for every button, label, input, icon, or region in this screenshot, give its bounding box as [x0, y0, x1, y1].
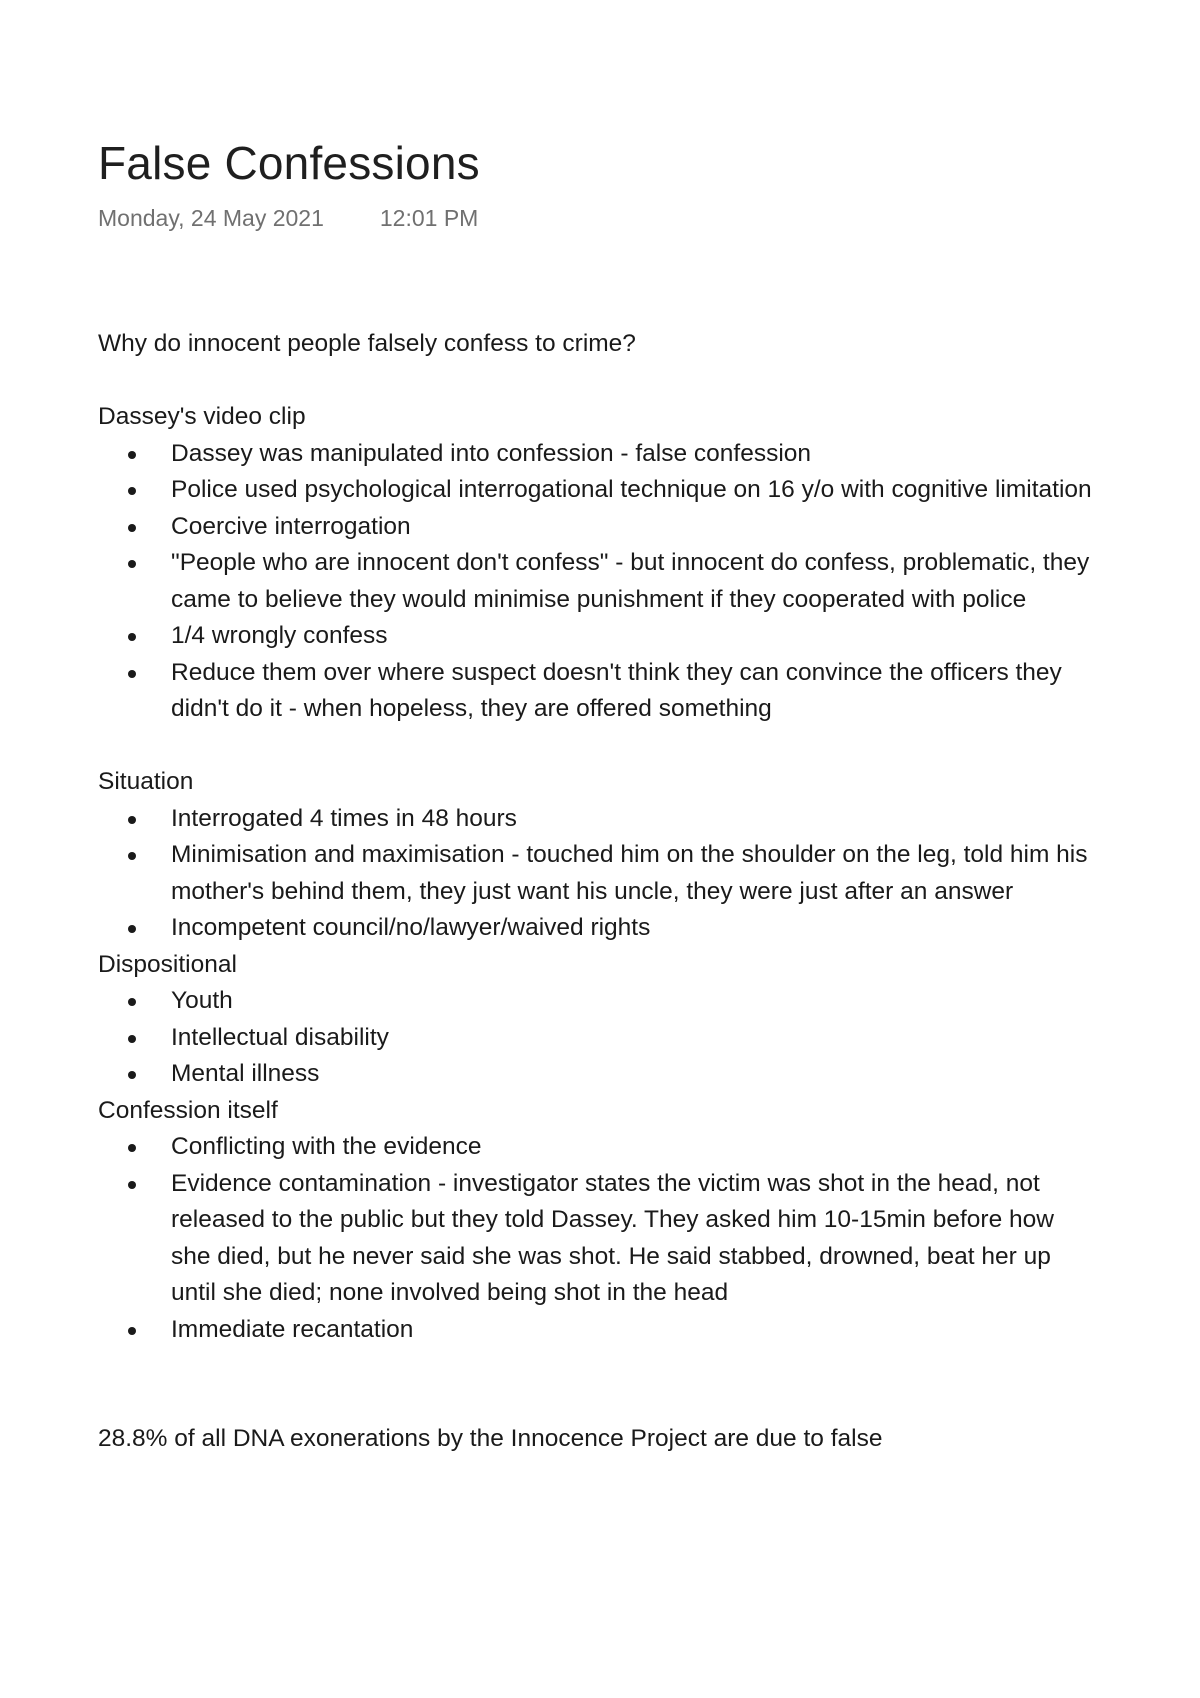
- section-heading-situation: Situation: [98, 768, 194, 795]
- list-item: Minimisation and maximisation - touched him on the shoulder on the leg, told him his mother's behind them, they just want his uncle, they were just after an answer: [98, 837, 1098, 910]
- list-item: Interrogated 4 times in 48 hours: [98, 801, 1098, 838]
- dispositional-list: [98, 983, 1098, 1093]
- list-item: Incompetent council/no/lawyer/waived rights: [98, 910, 1098, 947]
- list-item: Evidence contamination - investigator states the victim was shot in the head, not released to the public but they told Dassey. They asked him 10-15min before how she died, but he never said she was shot. He said stabbed, drowned, beat her up until she died; none involved being shot in the head: [98, 1166, 1098, 1312]
- bullet-icon: [128, 852, 136, 860]
- note-body: [98, 326, 1098, 1458]
- list-item: Reduce them over where suspect doesn't think they can convince the officers they didn't do it - when hopeless, they are offered something: [98, 655, 1098, 728]
- spacer: [98, 363, 1098, 400]
- bullet-icon: [128, 524, 136, 532]
- bullet-icon: [128, 670, 136, 678]
- confession-list: [98, 1129, 1098, 1348]
- list-item: Conflicting with the evidence: [98, 1129, 1098, 1166]
- bullet-icon: [128, 816, 136, 824]
- bullet-icon: [128, 1071, 136, 1079]
- bullet-icon: [128, 451, 136, 459]
- footer-statistic: 28.8% of all DNA exonerations by the Innocence Project are due to false: [98, 1425, 883, 1452]
- note-time: 12:01 PM: [379, 205, 479, 231]
- section-heading-dassey: Dassey's video clip: [98, 403, 306, 430]
- bullet-icon: [128, 633, 136, 641]
- bullet-icon: [128, 925, 136, 933]
- bullet-icon: [128, 487, 136, 495]
- bullet-icon: [128, 560, 136, 568]
- bullet-icon: [128, 1144, 136, 1152]
- bullet-icon: [128, 1035, 136, 1043]
- bullet-icon: [128, 1327, 136, 1335]
- bullet-icon: [128, 1181, 136, 1189]
- list-item: Dassey was manipulated into confession - false confession: [98, 436, 1098, 473]
- bullet-icon: [128, 998, 136, 1006]
- situation-list: [98, 801, 1098, 947]
- spacer: [98, 728, 1098, 765]
- list-item: 1/4 wrongly confess: [98, 618, 1098, 655]
- list-item: Mental illness: [98, 1056, 1098, 1093]
- list-item: Police used psychological interrogational technique on 16 y/o with cognitive limitation: [98, 472, 1098, 509]
- intro-question: Why do innocent people falsely confess to crime?: [98, 330, 636, 357]
- list-item: Immediate recantation: [98, 1312, 1098, 1349]
- spacer: [98, 1348, 1098, 1421]
- note-date: Monday, 24 May 2021: [98, 205, 324, 231]
- list-item: Intellectual disability: [98, 1020, 1098, 1057]
- list-item: "People who are innocent don't confess" - but innocent do confess, problematic, they came to believe they would minimise punishment if they cooperated with police: [98, 545, 1098, 618]
- dassey-list: [98, 436, 1098, 728]
- page-title: False Confessions: [98, 137, 480, 189]
- section-heading-dispositional: Dispositional: [98, 950, 237, 978]
- note-timestamp: [98, 207, 478, 230]
- section-heading-confession: Confession itself: [98, 1096, 278, 1124]
- list-item: Coercive interrogation: [98, 509, 1098, 546]
- list-item: Youth: [98, 983, 1098, 1020]
